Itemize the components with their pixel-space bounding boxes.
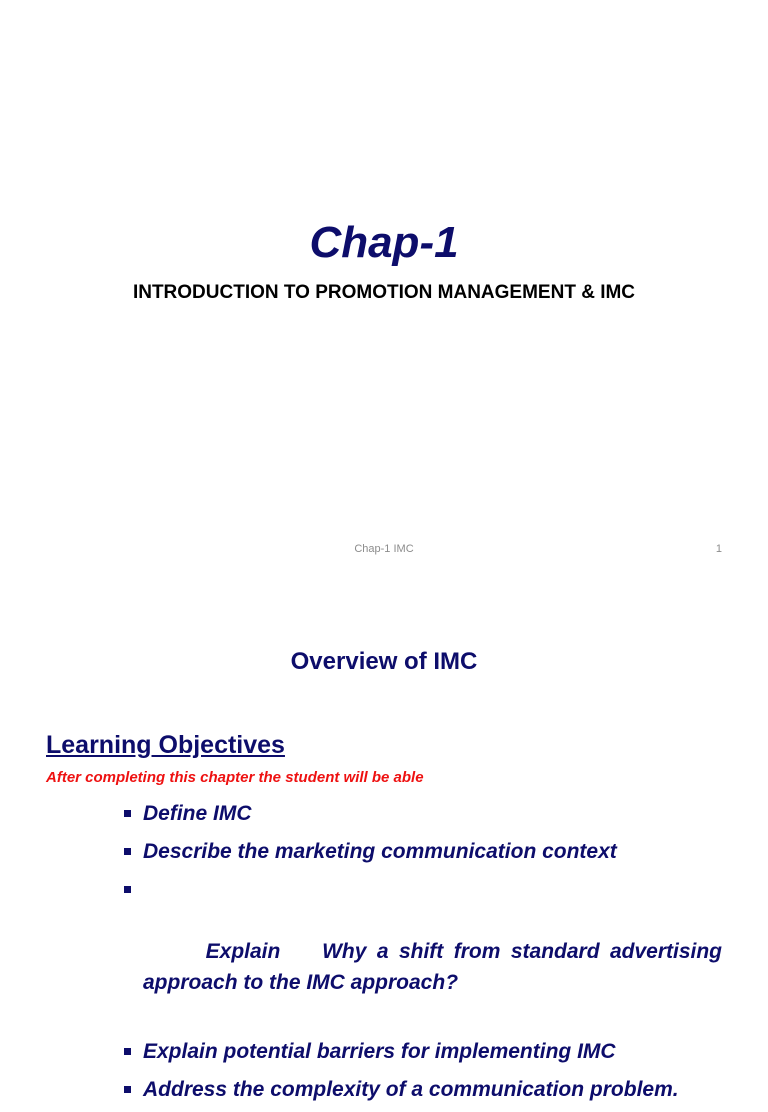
- square-bullet-icon: [124, 1048, 131, 1055]
- list-item: [122, 1074, 722, 1105]
- section-heading: Learning Objectives: [46, 731, 285, 759]
- square-bullet-icon: [124, 848, 131, 855]
- list-item: [122, 874, 728, 1029]
- slide-footer: Chap-1 IMC: [354, 543, 414, 555]
- objective-text: Explain potential barriers for implementing IMC: [143, 1040, 616, 1063]
- square-bullet-icon: [124, 886, 131, 893]
- objective-text: Describe the marketing communication context: [143, 840, 617, 863]
- intro-note: After completing this chapter the student will be able: [46, 769, 424, 786]
- slide-subtitle: INTRODUCTION TO PROMOTION MANAGEMENT & IMC: [132, 282, 636, 303]
- objective-text: Address the complexity of a communication problem.: [143, 1078, 679, 1101]
- objective-text: Explain Why a shift from standard advertising approach to the IMC approach?: [143, 940, 728, 994]
- list-item: [122, 1036, 722, 1067]
- square-bullet-icon: [124, 1086, 131, 1093]
- objectives-list: [122, 798, 728, 1112]
- objective-text: Define IMC: [143, 802, 252, 825]
- page-number: 1: [715, 543, 722, 555]
- slide-2: [0, 576, 768, 1101]
- square-bullet-icon: [124, 810, 131, 817]
- list-item: [122, 798, 722, 829]
- slide-title: Overview of IMC: [290, 648, 478, 675]
- list-item: [122, 836, 722, 867]
- slide-title: Chap-1: [309, 218, 459, 267]
